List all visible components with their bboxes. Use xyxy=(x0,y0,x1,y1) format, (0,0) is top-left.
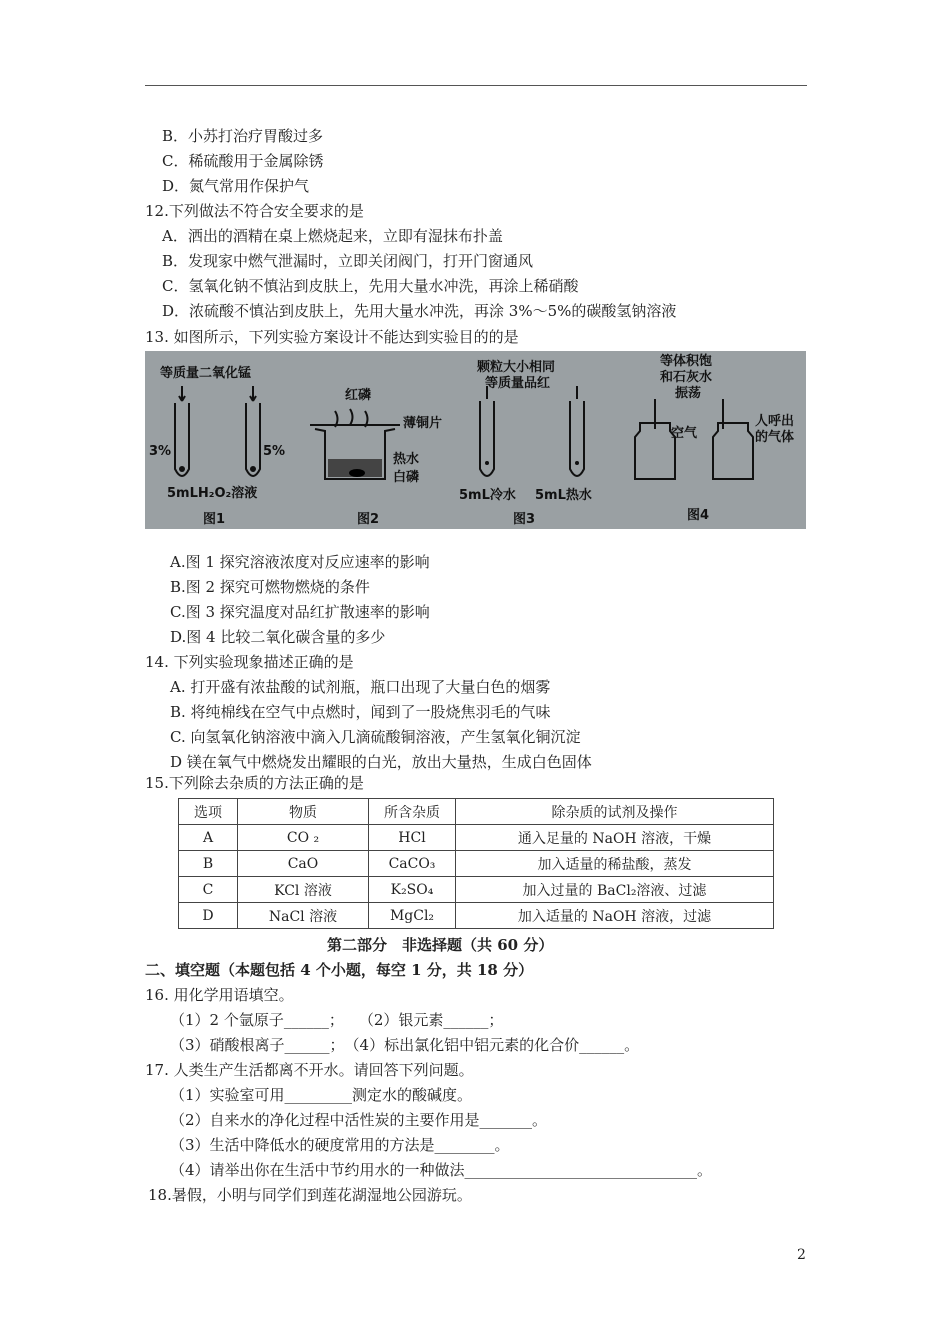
q12-option-a: A．洒出的酒精在桌上燃烧起来，立即有湿抹布扑盖 xyxy=(162,227,503,245)
header-rule xyxy=(145,85,807,86)
table-row xyxy=(179,877,774,903)
q13-option-b: B.图 2 探究可燃物燃烧的条件 xyxy=(170,578,370,596)
fig3-bottom-right: 5mL热水 xyxy=(535,488,592,503)
table-cell: 加入适量的 NaOH 溶液，过滤 xyxy=(456,903,774,929)
fig4-caption: 图4 xyxy=(687,508,710,523)
q17-item-3: （3）生活中降低水的硬度常用的方法是________。 xyxy=(170,1136,510,1154)
fig3-bottom-left: 5mL冷水 xyxy=(459,488,516,503)
fig1-bottom-label: 5mLH₂O₂溶液 xyxy=(167,486,258,501)
fig1-top-label: 等质量二氧化锰 xyxy=(160,366,252,381)
impurity-table xyxy=(178,798,774,929)
option-d-prev: D．氮气常用作保护气 xyxy=(162,177,310,195)
fig3-top-label-2: 等质量品红 xyxy=(485,376,551,391)
table-cell: K₂SO₄ xyxy=(369,877,456,903)
table-row xyxy=(179,851,774,877)
fig1-right-label: 5% xyxy=(263,444,286,459)
table-cell: NaCl 溶液 xyxy=(238,903,369,929)
table-cell: 加入适量的稀盐酸，蒸发 xyxy=(456,851,774,877)
table-cell: CO ₂ xyxy=(238,825,369,851)
fig4-top-label-3: 振荡 xyxy=(675,386,702,401)
q13-option-d: D.图 4 比较二氧化碳含量的多少 xyxy=(170,628,386,646)
page-number: 2 xyxy=(797,1247,806,1263)
part2-title: 第二部分 非选择题（共 60 分） xyxy=(327,936,554,954)
fig3-top-label-1: 颗粒大小相同 xyxy=(477,360,556,375)
experiment-diagram xyxy=(145,351,806,529)
q12-stem: 12.下列做法不符合安全要求的是 xyxy=(145,202,364,220)
q14-stem: 14. 下列实验现象描述正确的是 xyxy=(145,653,354,671)
table-header-row xyxy=(179,799,774,825)
table-cell: D xyxy=(179,903,238,929)
table-cell: B xyxy=(179,851,238,877)
q13-option-c: C.图 3 探究温度对品红扩散速率的影响 xyxy=(170,603,430,621)
table-cell: HCl xyxy=(369,825,456,851)
q14-option-c: C. 向氢氧化钠溶液中滴入几滴硫酸铜溶液，产生氢氧化铜沉淀 xyxy=(170,728,581,746)
fig1-left-label: 3% xyxy=(149,444,172,459)
q13-option-a: A.图 1 探究溶液浓度对反应速率的影响 xyxy=(170,553,430,571)
table-row xyxy=(179,825,774,851)
q18-stem: 18.暑假，小明与同学们到莲花湖湿地公园游玩。 xyxy=(148,1186,472,1204)
table-header: 物质 xyxy=(238,799,369,825)
experiment-figure xyxy=(145,351,806,529)
q16-line-1: （1）2 个氩原子______； （2）银元素______； xyxy=(170,1011,504,1029)
q14-option-b: B. 将纯棉线在空气中点燃时，闻到了一股烧焦羽毛的气味 xyxy=(170,703,551,721)
q17-stem: 17. 人类生产生活都离不开水。请回答下列问题。 xyxy=(145,1061,474,1079)
fig4-right-label-1: 人呼出 xyxy=(755,414,795,429)
table-cell: 通入足量的 NaOH 溶液，干燥 xyxy=(456,825,774,851)
table-cell: 加入过量的 BaCl₂溶液、过滤 xyxy=(456,877,774,903)
table-cell: MgCl₂ xyxy=(369,903,456,929)
q16-line-2: （3）硝酸根离子______； （4）标出氯化铝中铝元素的化合价______。 xyxy=(170,1036,640,1054)
fig1-caption: 图1 xyxy=(203,512,226,527)
table-header: 所含杂质 xyxy=(369,799,456,825)
fig4-top-label-1: 等体积饱 xyxy=(660,354,713,369)
table-cell: C xyxy=(179,877,238,903)
fig2-top-label: 红磷 xyxy=(345,388,372,403)
table-row xyxy=(179,903,774,929)
fig2-whitephos-label: 白磷 xyxy=(393,470,420,485)
option-c-prev: C．稀硫酸用于金属除锈 xyxy=(162,152,324,170)
fig2-copper-label: 薄铜片 xyxy=(403,416,443,431)
q14-option-d: D 镁在氧气中燃烧发出耀眼的白光，放出大量热，生成白色固体 xyxy=(170,753,592,771)
table-header: 除杂质的试剂及操作 xyxy=(456,799,774,825)
q17-item-1: （1）实验室可用_________测定水的酸碱度。 xyxy=(170,1086,473,1104)
q14-option-a: A. 打开盛有浓盐酸的试剂瓶，瓶口出现了大量白色的烟雾 xyxy=(170,678,551,696)
q12-option-c: C．氢氧化钠不慎沾到皮肤上，先用大量水冲洗，再涂上稀硝酸 xyxy=(162,277,579,295)
fig2-caption: 图2 xyxy=(357,512,380,527)
fig3-caption: 图3 xyxy=(513,512,536,527)
q17-item-2: （2）自来水的净化过程中活性炭的主要作用是_______。 xyxy=(170,1111,548,1129)
fig2-hotwater-label: 热水 xyxy=(393,452,420,467)
q13-stem: 13. 如图所示，下列实验方案设计不能达到实验目的的是 xyxy=(145,328,519,346)
q12-option-b: B．发现家中燃气泄漏时，立即关闭阀门，打开门窗通风 xyxy=(162,252,534,270)
fig4-top-label-2: 和石灰水 xyxy=(660,370,713,385)
table-cell: CaCO₃ xyxy=(369,851,456,877)
table-cell: CaO xyxy=(238,851,369,877)
table-cell: KCl 溶液 xyxy=(238,877,369,903)
option-b-prev: B．小苏打治疗胃酸过多 xyxy=(162,127,324,145)
table-cell: A xyxy=(179,825,238,851)
q17-item-4: （4）请举出你在生活中节约用水的一种做法_______________________________。 xyxy=(170,1161,713,1179)
q15-stem: 15.下列除去杂质的方法正确的是 xyxy=(145,774,364,792)
fig4-right-label-2: 的气体 xyxy=(755,430,795,445)
q16-stem: 16. 用化学用语填空。 xyxy=(145,986,294,1004)
q12-option-d: D．浓硫酸不慎沾到皮肤上，先用大量水冲洗，再涂 3%～5%的碳酸氢钠溶液 xyxy=(162,302,677,320)
table-header: 选项 xyxy=(179,799,238,825)
section2-title: 二、填空题（本题包括 4 个小题，每空 1 分，共 18 分） xyxy=(145,961,534,979)
fig4-air-label: 空气 xyxy=(671,426,698,441)
